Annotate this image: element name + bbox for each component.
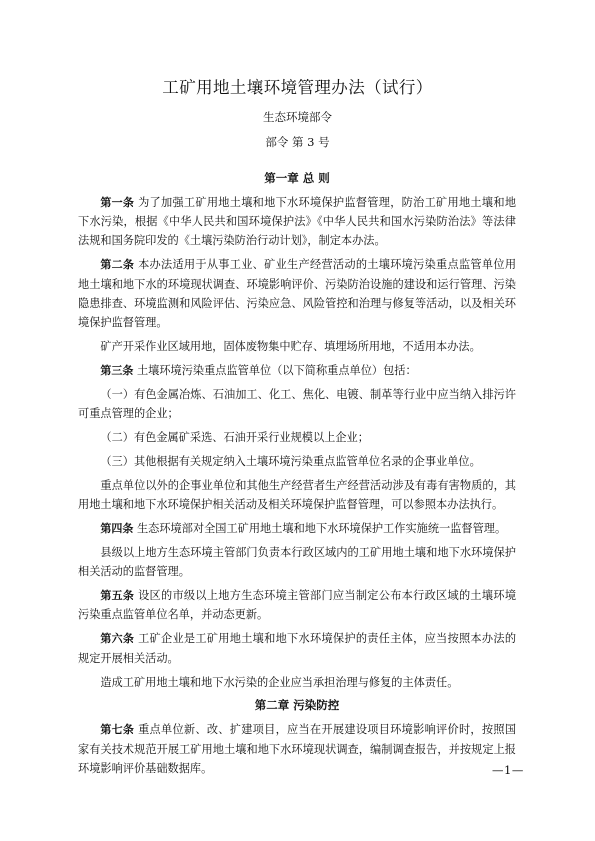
article-4	[78, 519, 516, 538]
list-item: （三）其他根据有关规定纳入土壤环境污染重点监管单位名录的企事业单位。	[100, 455, 481, 469]
paragraph: 矿产开采作业区域用地，固体废物集中贮存、填埋场所用地，不适用本办法。	[100, 340, 481, 354]
article-text: 工矿企业是工矿用地土壤和地下水环境保护的责任主体，应当按照本办法的规定开展相关活动。	[78, 632, 517, 665]
paragraph: 造成工矿用地土壤和地下水污染的企业应当承担治理与修复的主体责任。	[100, 675, 459, 689]
article-label: 第二条	[100, 258, 135, 272]
document-body	[78, 169, 516, 783]
article-text: 土壤环境污染重点监管单位（以下简称重点单位）包括：	[136, 364, 417, 378]
chapter-heading: 第二章 污染防控	[254, 698, 340, 713]
article-3	[78, 361, 516, 380]
article-text: 设区的市级以上地方生态环境主管部门应当制定公布本行政区域的土壤环境污染重点监管单位名单，并动态更新。	[78, 589, 517, 622]
article-label: 第六条	[100, 632, 135, 646]
document-title: 工矿用地土壤环境管理办法（试行）	[162, 78, 433, 97]
article-5	[78, 586, 516, 625]
article-7	[78, 720, 516, 778]
article-2	[78, 255, 516, 332]
article-label: 第三条	[100, 364, 134, 378]
paragraph: 重点单位以外的企事业单位和其他生产经营者生产经营活动涉及有毒有害物质的，其用地土壤和地下水环境保护相关活动及相关环境保护监督管理，可以参照本办法执行。	[78, 478, 516, 512]
article-label: 第四条	[100, 522, 134, 536]
article-text: 重点单位新、改、扩建项目，应当在开展建设项目环境影响评价时，按照国家有关技术规范开展工矿用地土壤和地下水环境现状调查，编制调查报告，并按规定上报环境影响评价基础数据库。	[78, 723, 517, 775]
article-label: 第五条	[100, 589, 135, 603]
article-6	[78, 629, 516, 668]
chapter-heading: 第一章 总 则	[264, 171, 330, 185]
issuer-line: 生态环境部令	[263, 110, 332, 124]
page-number: —1—	[492, 763, 524, 777]
article-label: 第一条	[100, 195, 135, 209]
article-text: 为了加强工矿用地土壤和地下水环境保护监督管理，防治工矿用地土壤和地下水污染，根据《中华人民共和国环境保护法》《中华人民共和国水污染防治法》等法律法规和国务院印发的《土壤污染防治行动计划》，制定本办法。	[78, 195, 517, 248]
article-text: 生态环境部对全国工矿用地土壤和地下水环境保护工作实施统一监督管理。	[136, 522, 507, 536]
list-item: （一）有色金属冶炼、石油加工、化工、焦化、电镀、制革等行业中应当纳入排污许可重点管理的企业；	[78, 387, 516, 421]
article-1	[78, 193, 516, 251]
article-text: 本办法适用于从事工业、矿业生产经营活动的土壤环境污染重点监管单位用地土壤和地下水的环境现状调查、环境影响评价、污染防治设施的建设和运行管理、污染隐患排查、环境监测和风险评估、污染应急、风险管控和治理与修复等活动，以及相关环境保护监督管理。	[78, 258, 517, 330]
list-item: （二）有色金属矿采选、石油开采行业规模以上企业；	[100, 431, 369, 445]
order-number: 部令 第 3 号	[265, 135, 330, 149]
paragraph: 县级以上地方生态环境主管部门负责本行政区域内的工矿用地土壤和地下水环境保护相关活动的监督管理。	[78, 545, 516, 579]
article-label: 第七条	[100, 723, 135, 737]
